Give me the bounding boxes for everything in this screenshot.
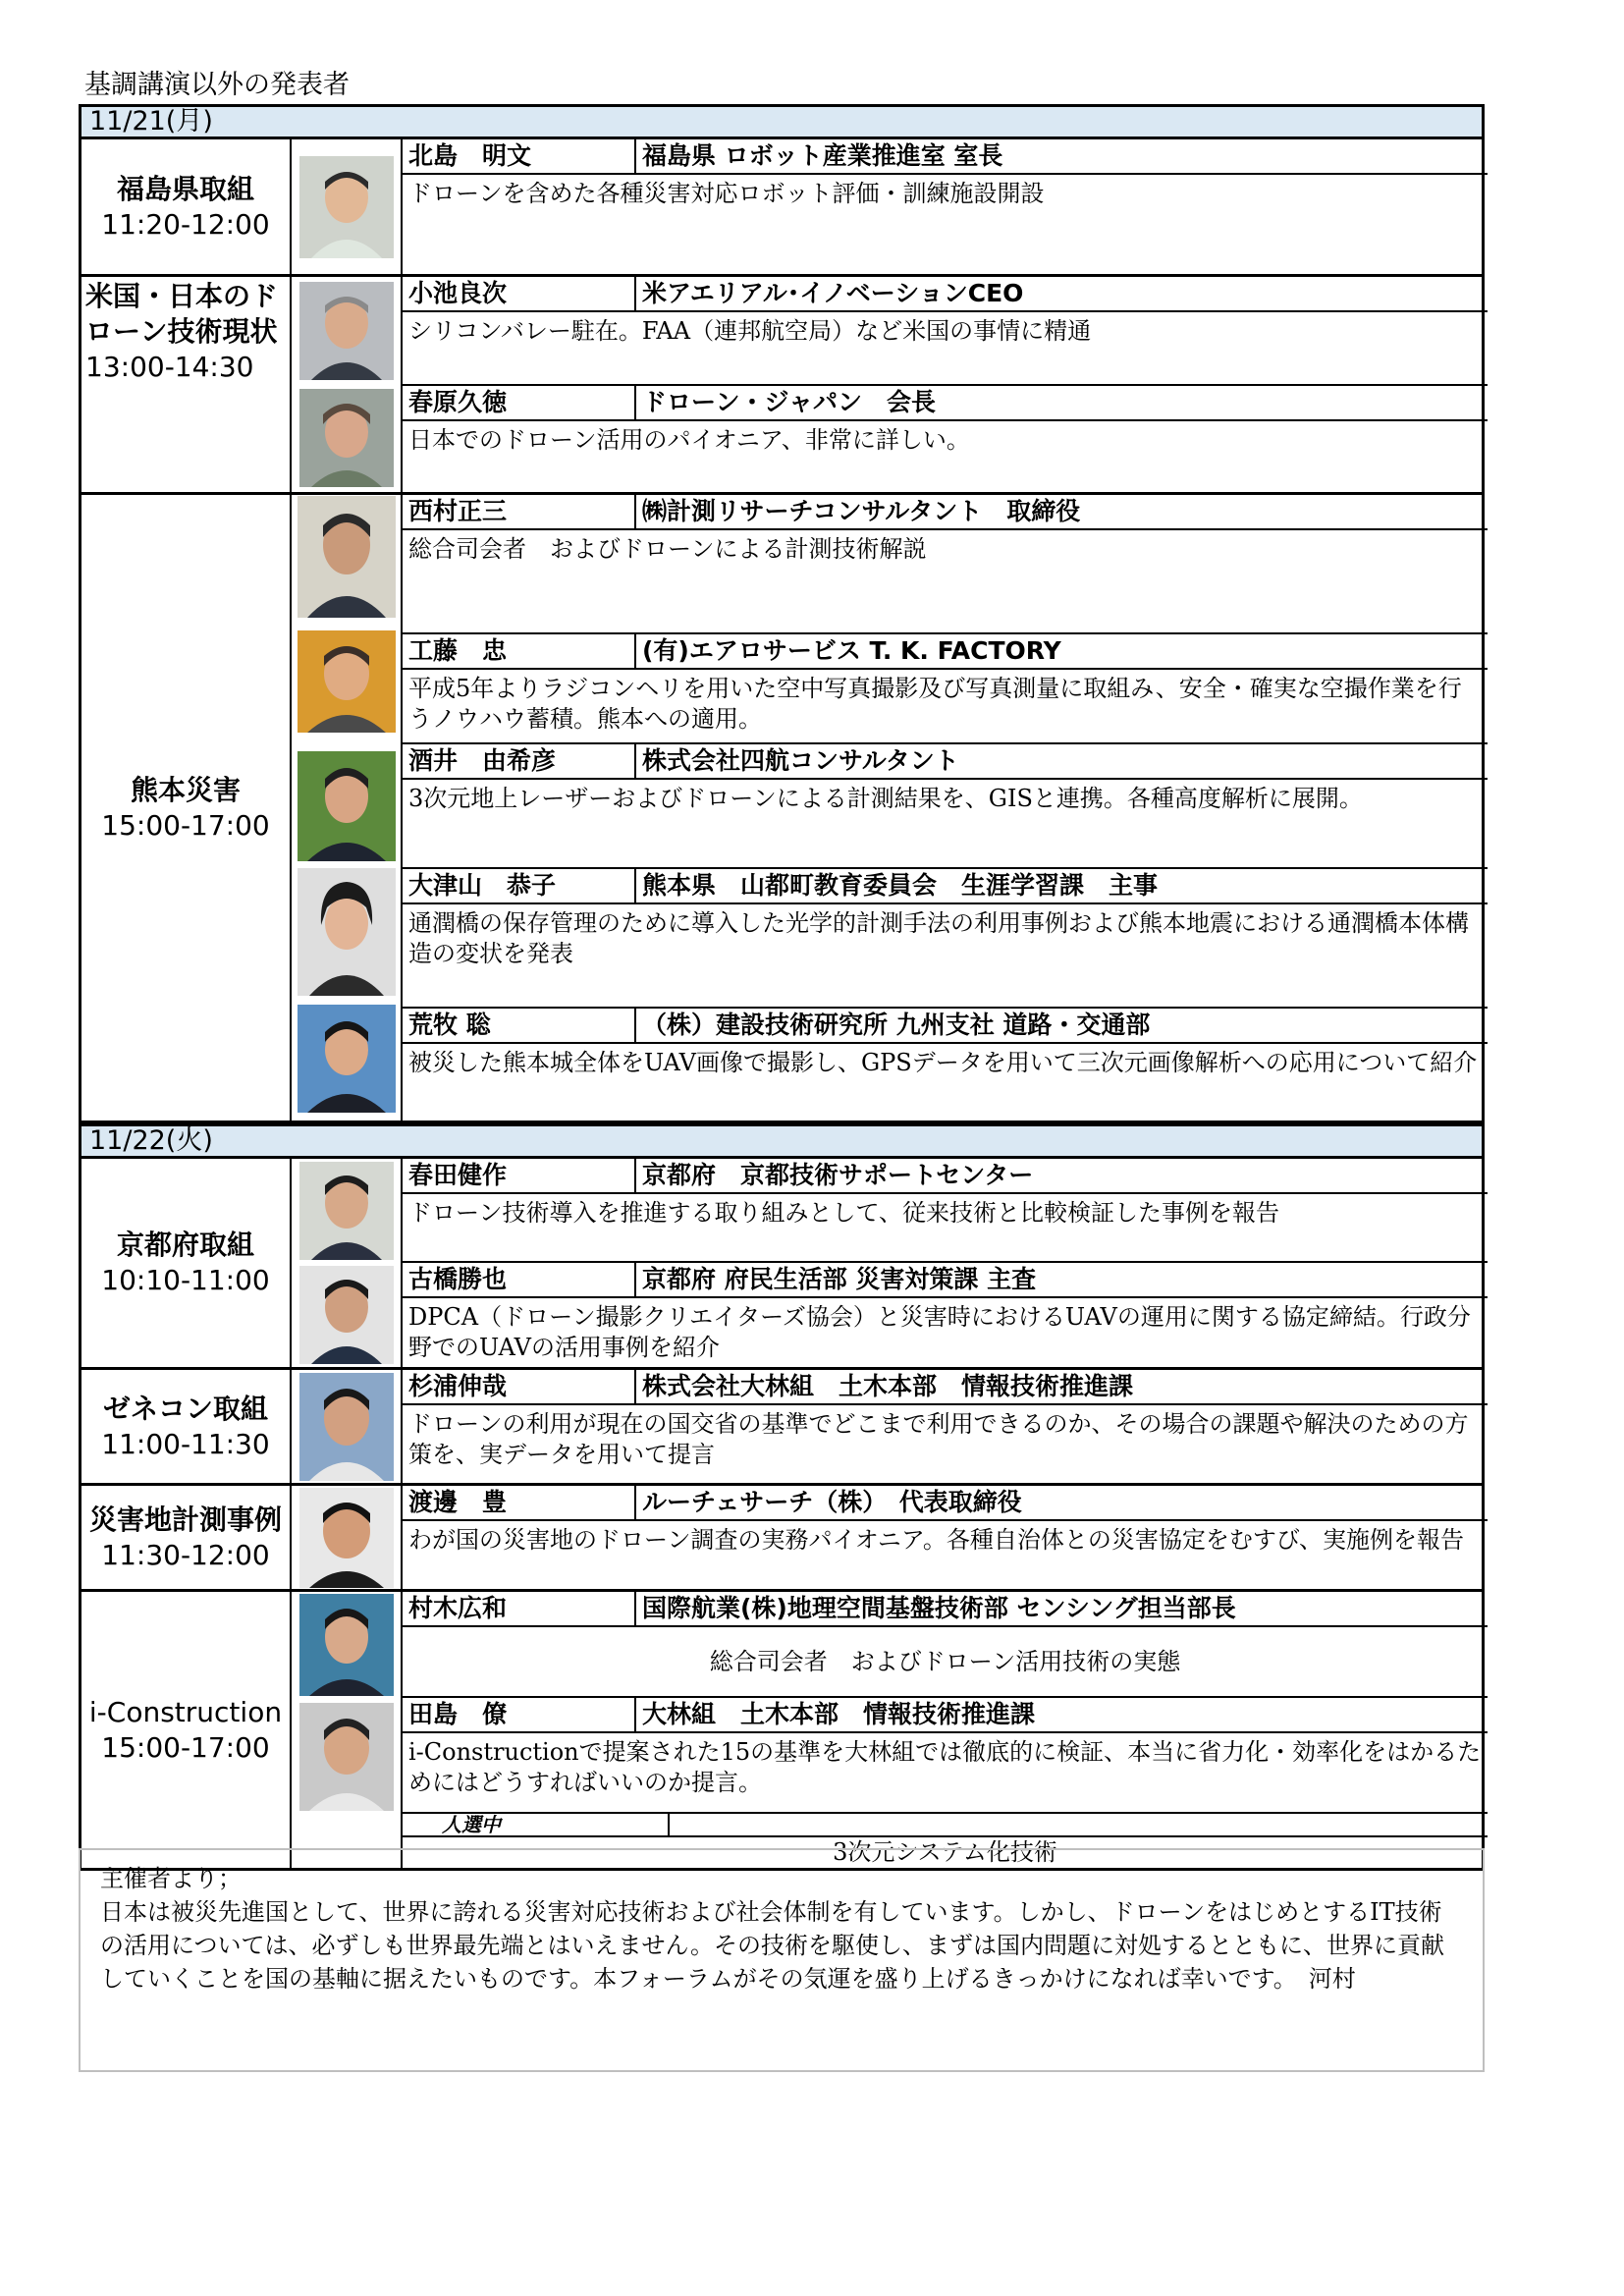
speaker-name: 大津山 恭子: [403, 869, 636, 902]
speaker-photos: [292, 1486, 403, 1589]
session-time: 11:00-11:30: [101, 1427, 270, 1460]
speaker-photos: [292, 1592, 403, 1868]
session-label: [81, 1486, 292, 1589]
speaker-photo: [292, 868, 401, 996]
speaker-affiliation: [670, 1814, 1488, 1835]
speaker-entry: [403, 1159, 1488, 1263]
session-kumamoto-disaster: [79, 495, 1485, 1123]
speaker-description: 総合司会者 およびドローンによる計測技術解説: [408, 535, 927, 563]
session-us-japan-drone: [79, 277, 1485, 495]
speaker-photo: [292, 1263, 401, 1367]
speaker-name: 田島 僚: [403, 1698, 636, 1731]
speaker-photo: [292, 277, 401, 385]
session-title: 災害地計測事例: [88, 1503, 282, 1536]
speaker-entry: [403, 1592, 1488, 1698]
speaker-entry: [403, 1486, 1488, 1589]
speaker-name: 工藤 忠: [403, 634, 636, 668]
session-title: 京都府取組: [116, 1229, 254, 1261]
session-label: [81, 277, 292, 492]
session-title: 福島県取組: [116, 172, 254, 205]
session-time: 15:00-17:00: [101, 808, 270, 842]
speaker-description: 日本でのドローン活用のパイオニア、非常に詳しい。: [408, 425, 970, 454]
speaker-entry: [403, 1263, 1488, 1367]
speaker-description: 総合司会者 およびドローン活用技術の実態: [709, 1647, 1181, 1675]
speaker-entry: [403, 386, 1488, 493]
speaker-affiliation: 国際航業(株)地理空間基盤技術部 センシング担当部長: [642, 1594, 1236, 1622]
speaker-name: 西村正三: [403, 495, 636, 528]
speaker-photos: [292, 1370, 403, 1483]
speaker-affiliation: 福島県 ロボット産業推進室 室長: [642, 141, 1003, 170]
speaker-affiliation: 京都府 府民生活部 災害対策課 主査: [642, 1265, 1037, 1293]
session-label: [81, 1159, 292, 1367]
organizer-note: [79, 1848, 1485, 2072]
session-fukushima: [79, 139, 1485, 277]
speaker-affiliation: (有)エアロサービス T. K. FACTORY: [642, 636, 1061, 666]
session-title: 熊本災害: [130, 773, 241, 806]
session-i-construction: [79, 1592, 1485, 1871]
speaker-affiliation: 米アエリアル･イノベーションCEO: [642, 279, 1024, 307]
speaker-entry: [403, 869, 1488, 1009]
session-time: 11:30-12:00: [101, 1538, 270, 1571]
speaker-description: 通潤橋の保存管理のために導入した光学的計測手法の利用事例および熊本地震における通潤橋本体構造の変状を発表: [408, 908, 1469, 967]
speaker-entry: [403, 634, 1488, 744]
speaker-name: 人選中: [403, 1814, 670, 1835]
speaker-list: [403, 277, 1488, 492]
speaker-photo: [292, 1699, 401, 1816]
speaker-photo: [292, 620, 401, 744]
session-title: ゼネコン取組: [102, 1392, 268, 1425]
session-time: 13:00-14:30: [85, 351, 254, 383]
speaker-affiliation: 大林組 土木本部 情報技術推進課: [642, 1700, 1036, 1729]
speaker-description: 3次元システム化技術: [833, 1838, 1057, 1866]
session-title: i-Construction: [88, 1695, 283, 1728]
speaker-entry: [403, 495, 1488, 634]
speaker-name: 杉浦伸哉: [403, 1370, 636, 1403]
speaker-photos: [292, 277, 403, 492]
speaker-entry: [403, 1009, 1488, 1121]
speaker-photo: [292, 744, 401, 869]
speaker-list: [403, 1370, 1488, 1483]
speaker-description: シリコンバレー駐在。FAA（連邦航空局）など米国の事情に精通: [408, 317, 1092, 345]
speaker-list: [403, 139, 1488, 274]
speaker-photos: [292, 495, 403, 1121]
speaker-description: わが国の災害地のドローン調査の実務パイオニア。各種自治体との災害協定をむすび、実施例を報告: [408, 1526, 1464, 1554]
speaker-list: [403, 1486, 1488, 1589]
day-header: 11/21(月): [79, 104, 1485, 139]
session-disaster-measurement: [79, 1486, 1485, 1592]
speaker-list: [403, 495, 1488, 1121]
session-title: 米国・日本のドローン技術現状: [85, 280, 279, 348]
speaker-photo: [292, 1486, 401, 1589]
session-kyoto: [79, 1159, 1485, 1370]
speaker-affiliation: 京都府 京都技術サポートセンター: [642, 1161, 1034, 1189]
session-label: [81, 495, 292, 1121]
speaker-list: [403, 1159, 1488, 1367]
session-label: [81, 1370, 292, 1483]
speaker-name: 荒牧 聡: [403, 1009, 636, 1042]
speaker-entry: [403, 744, 1488, 868]
speaker-description: 平成5年よりラジコンヘリを用いた空中写真撮影及び写真測量に取組み、安全・確実な空撮作業を行うノウハウ蓄積。熊本への適用。: [408, 675, 1462, 734]
speaker-description: ドローンの利用が現在の国交省の基準でどこまで利用できるのか、その場合の課題や解決のための方策を、実データを用いて提言: [408, 1410, 1469, 1468]
speaker-list: [403, 1592, 1488, 1868]
speaker-name: 春原久徳: [403, 386, 636, 419]
speaker-entry: [403, 1698, 1488, 1814]
speaker-name: 古橋勝也: [403, 1263, 636, 1296]
note-body: 日本は被災先進国として、世界に誇れる災害対応技術および社会体制を有しています。しかし、ドローンをはじめとするIT技術の活用については、必ずしも世界最先端とはいえません。その技術を駆使し、まずは国内問題に対処するとともに、世界に貢献していくことを国の基軸に据えたいものです。本フォーラムがその気運を盛り上げるきっかけになれば幸いです。 河村: [100, 1898, 1444, 1993]
session-label: [81, 1592, 292, 1868]
speaker-photos: [292, 1159, 403, 1367]
speaker-photo: [292, 495, 401, 620]
speaker-name: 小池良次: [403, 277, 636, 310]
speaker-name: 村木広和: [403, 1592, 636, 1625]
page-heading: 基調講演以外の発表者: [84, 70, 350, 100]
speaker-entry: [403, 277, 1488, 386]
speaker-photo: [292, 385, 401, 493]
speaker-description: ドローンを含めた各種災害対応ロボット評価・訓練施設開設: [408, 180, 1045, 207]
session-label: [81, 139, 292, 274]
session-time: 11:20-12:00: [101, 207, 270, 241]
speaker-name: 渡邊 豊: [403, 1486, 636, 1519]
speaker-name: 酒井 由希彦: [403, 744, 636, 778]
day-header: 11/22(火): [79, 1123, 1485, 1159]
speaker-photos: [292, 139, 403, 274]
speaker-name: 春田健作: [403, 1159, 636, 1192]
speaker-entry: [403, 1370, 1488, 1483]
speaker-affiliation: 熊本県 山都町教育委員会 生涯学習課 主事: [642, 870, 1159, 900]
speaker-photo: [292, 996, 401, 1121]
speaker-affiliation: ㈱計測リサーチコンサルタント 取締役: [642, 497, 1081, 525]
session-general-contractor: [79, 1370, 1485, 1486]
speaker-affiliation: ドローン・ジャパン 会長: [642, 387, 937, 416]
speaker-description: DPCA（ドローン撮影クリエイターズ協会）と災害時におけるUAVの運用に関する協定締結。行政分野でのUAVの活用事例を紹介: [408, 1303, 1471, 1361]
speaker-description: 3次元地上レーザーおよびドローンによる計測結果を、GISと連携。各種高度解析に展開。: [408, 785, 1363, 813]
speaker-description: i-Constructionで提案された15の基準を大林組では徹底的に検証、本当に省力化・効率化をはかるためにはどうすればいいのか提言。: [408, 1738, 1482, 1797]
speaker-name: 北島 明文: [403, 139, 636, 173]
session-time: 10:10-11:00: [101, 1264, 270, 1296]
note-title: 主催者より；: [100, 1865, 242, 1892]
speaker-affiliation: 株式会社大林組 土木本部 情報技術推進課: [642, 1372, 1134, 1400]
speaker-description: 被災した熊本城全体をUAV画像で撮影し、GPSデータを用いて三次元画像解析への応用について紹介: [408, 1048, 1478, 1076]
speaker-description: ドローン技術導入を推進する取り組みとして、従来技術と比較検証した事例を報告: [408, 1199, 1280, 1227]
speaker-entry: [403, 139, 1488, 274]
schedule-table: [79, 104, 1485, 1871]
session-time: 15:00-17:00: [101, 1730, 270, 1764]
speaker-photo: [292, 139, 401, 274]
speaker-affiliation: ルーチェサーチ（株） 代表取締役: [642, 1488, 1022, 1516]
speaker-photo: [292, 1592, 401, 1699]
speaker-photo: [292, 1159, 401, 1263]
speaker-affiliation: （株）建設技術研究所 九州支社 道路・交通部: [642, 1010, 1151, 1039]
speaker-affiliation: 株式会社四航コンサルタント: [642, 746, 959, 776]
speaker-photo: [292, 1370, 401, 1483]
